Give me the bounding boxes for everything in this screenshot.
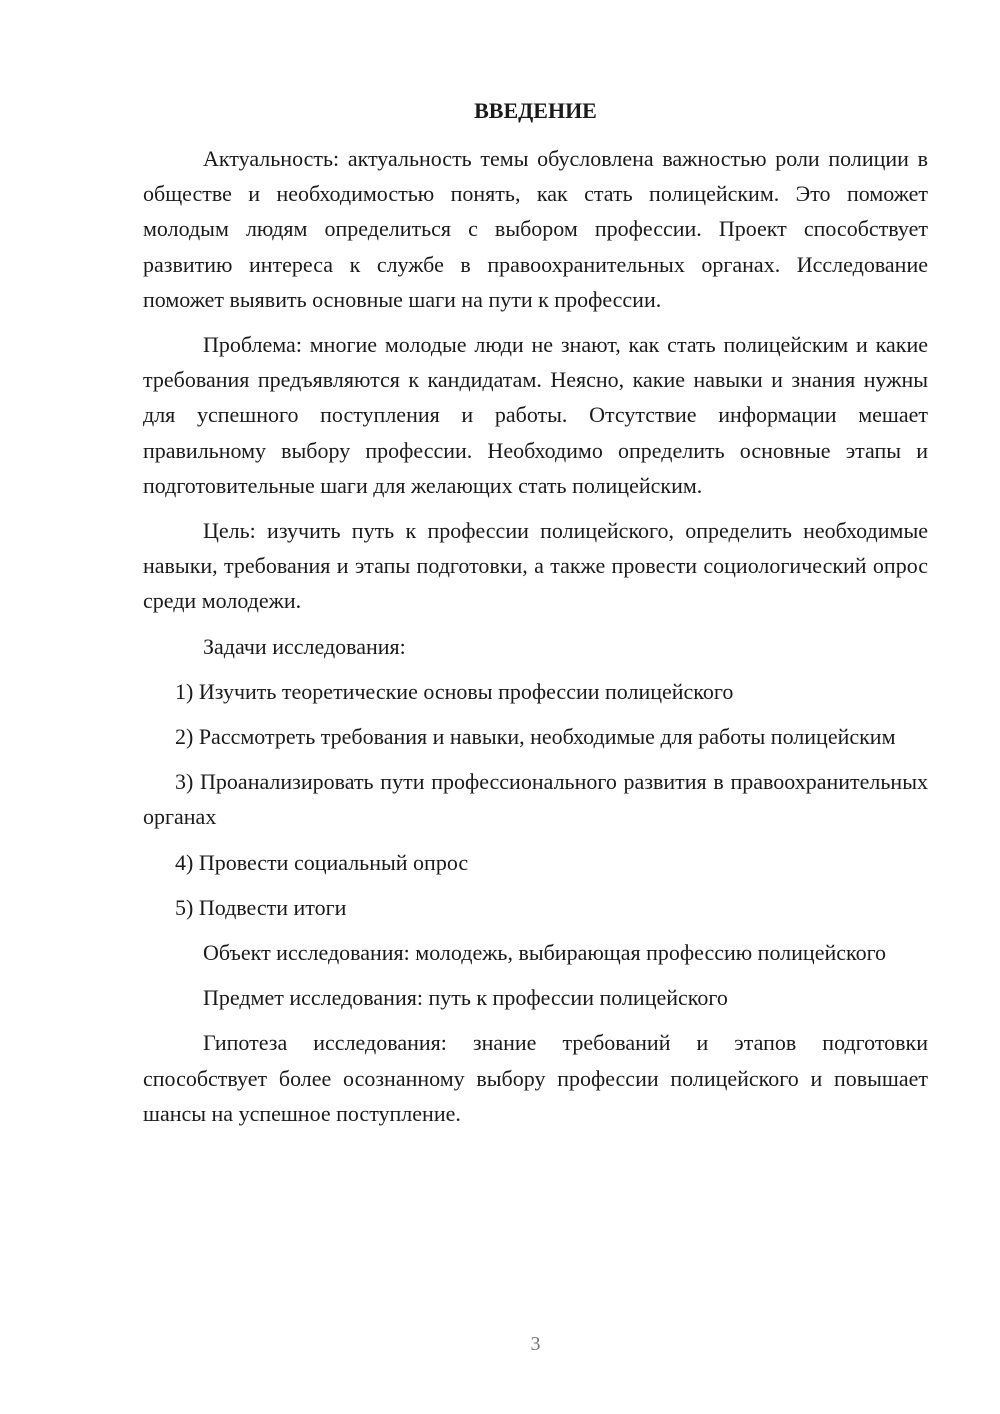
page-number: 3 [530,1333,541,1355]
task-item-1: 1) Изучить теоретические основы профессии полицейского [175,678,734,704]
subject-paragraph: Предмет исследования: путь к профессии полицейского [203,985,728,1011]
tasks-heading: Задачи исследования: [203,633,406,659]
goal-paragraph: Цель: изучить путь к профессии полицейского, определить необходимые навыки, требования и этапы подготовки, а также провести социологический опрос среди молодежи. [143,518,928,614]
task-item-5: 5) Подвести итоги [175,894,347,920]
document-body [143,141,928,1141]
task-item-4: 4) Провести социальный опрос [175,849,469,875]
section-title: ВВЕДЕНИЕ [474,98,597,123]
task-item-3: 3) Проанализировать пути профессионального развития в правоохранительных органах [143,769,928,830]
problem-paragraph: Проблема: многие молодые люди не знают, как стать полицейским и какие требования предъявляются к кандидатам. Неясно, какие навыки и знания нужны для успешного поступления и работы. Отсутствие информации мешает правильному выбору профессии. Необходимо определить основные этапы и подготовительные шаги для желающих стать полицейским. [143,332,928,498]
object-paragraph: Объект исследования: молодежь, выбирающая профессию полицейского [203,940,887,966]
task-item-2: 2) Рассмотреть требования и навыки, необходимые для работы полицейским [175,724,896,750]
relevance-paragraph: Актуальность: актуальность темы обусловлена важностью роли полиции в обществе и необходимостью понять, как стать полицейским. Это поможет молодым людям определиться с выбором профессии. Проект способствует развитию интереса к службе в правоохранительных органах. Исследование поможет выявить основные шаги на пути к профессии. [143,146,928,312]
hypothesis-paragraph: Гипотеза исследования: знание требований и этапов подготовки способствует более осознанному выбору профессии полицейского и повышает шансы на успешное поступление. [143,1030,928,1126]
